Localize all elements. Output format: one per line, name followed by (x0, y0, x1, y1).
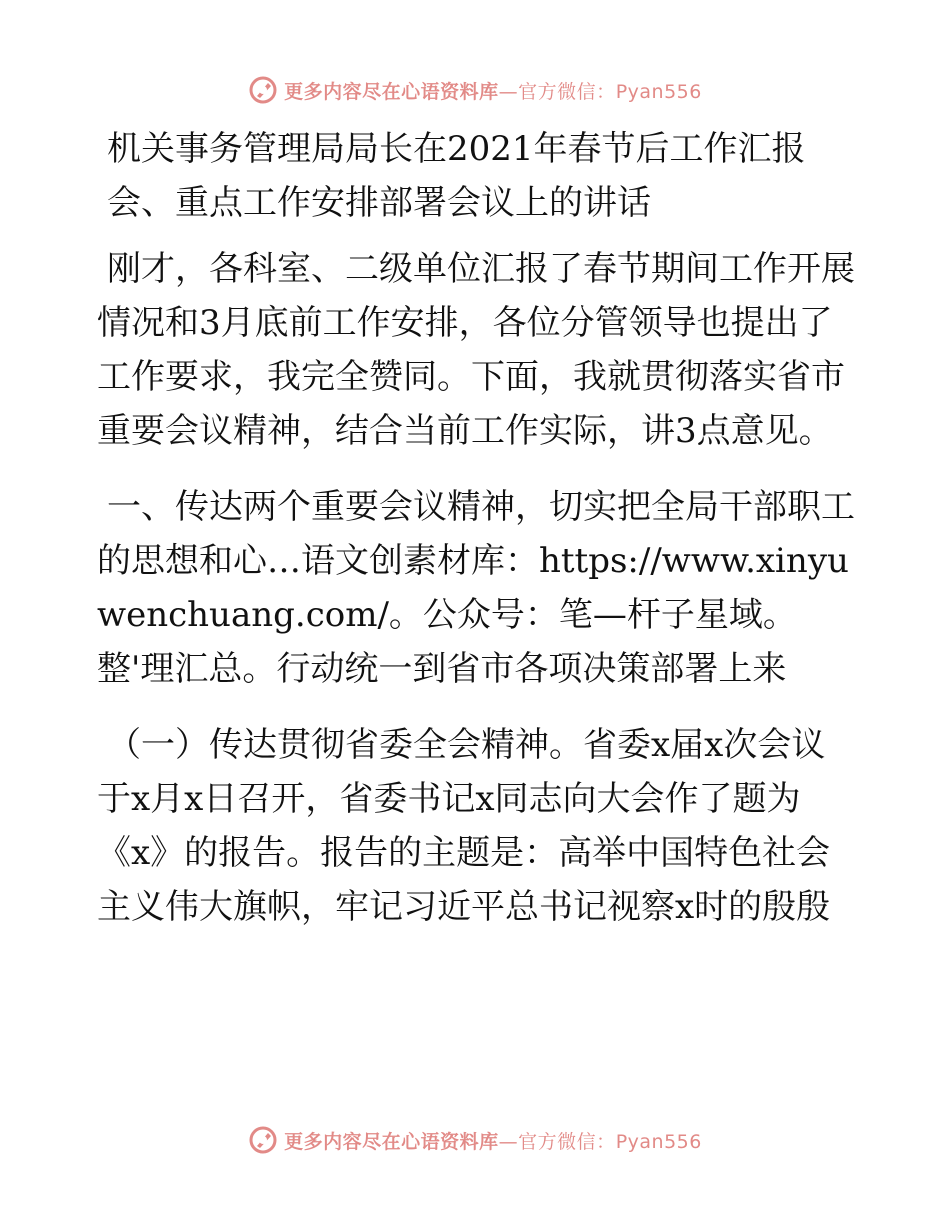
watermark-text (284, 77, 702, 104)
pen-logo-icon (248, 1125, 278, 1155)
footer-watermark (0, 1120, 950, 1160)
document-body (97, 122, 857, 952)
watermark-main: 更多内容尽在心语资料库 (284, 80, 499, 103)
document-title: 机关事务管理局局长在2021年春节后工作汇报会、重点工作安排部署会议上的讲话 (107, 129, 806, 223)
watermark-wechat-label: 官方微信： (518, 1130, 616, 1153)
watermark-text (284, 1127, 702, 1154)
pen-logo-icon (248, 75, 278, 105)
watermark-wechat-id: Pyan556 (615, 80, 702, 103)
watermark-dash: — (498, 1130, 519, 1153)
watermark-main: 更多内容尽在心语资料库 (284, 1130, 499, 1153)
watermark-wechat-label: 官方微信： (518, 80, 616, 103)
watermark-wechat-id: Pyan556 (615, 1130, 702, 1153)
paragraph-intro: 刚才，各科室、二级单位汇报了春节期间工作开展情况和3月底前工作安排，各位分管领导也提出了工作要求，我完全赞同。下面，我就贯彻落实省市重要会议精神，结合当前工作实际，讲3点意见。 (97, 249, 855, 451)
paragraph-subsection-1: （一）传达贯彻省委全会精神。省委x届x次会议于x月x日召开，省委书记x同志向大会作了题为《x》的报告。报告的主题是：高举中国特色社会主义伟大旗帜，牢记习近平总书记视察x时的殷殷 (97, 725, 831, 927)
watermark-dash: — (498, 80, 519, 103)
paragraph-section-1: 一、传达两个重要会议精神，切实把全局干部职工的思想和心…语文创素材库：https://www.xinyuwenchuang.com/。公众号：笔—杆子星域。整'理汇总。行动统一到省市各项决策部署上来 (97, 487, 855, 689)
header-watermark (0, 70, 950, 110)
